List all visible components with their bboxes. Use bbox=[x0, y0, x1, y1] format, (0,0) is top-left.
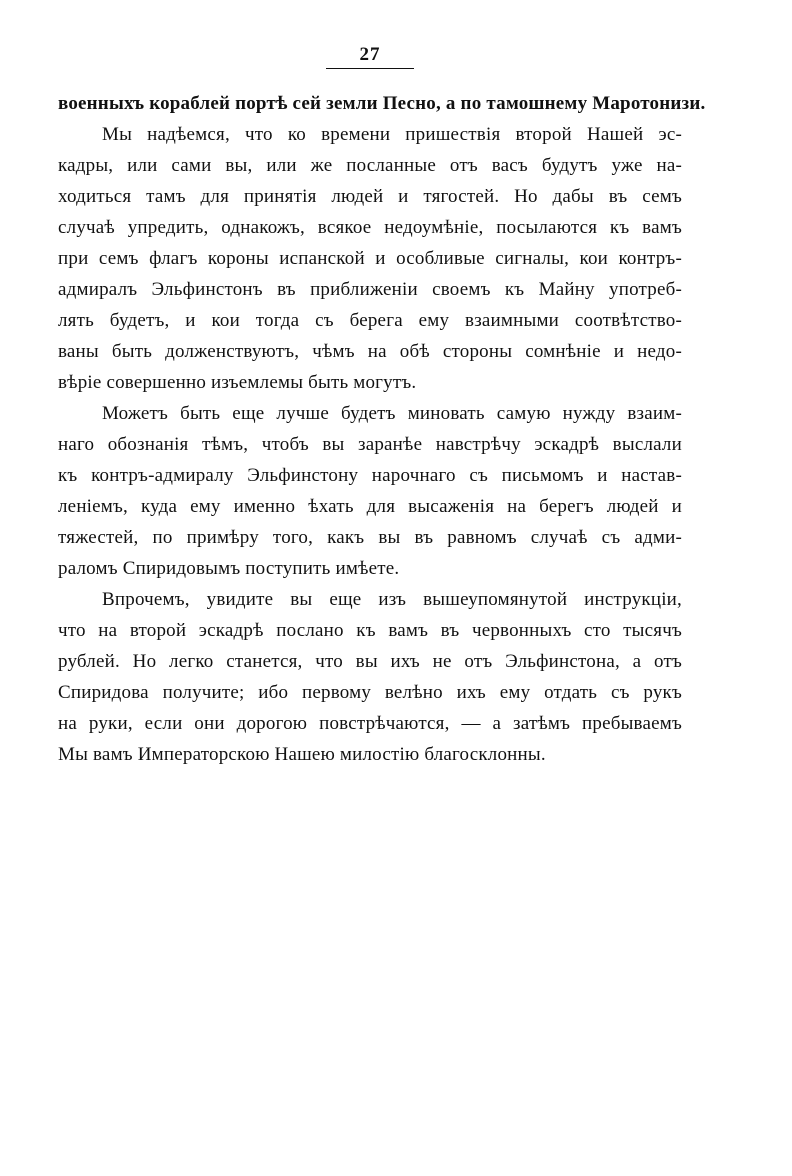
text-line: адмиралъ Эльфинстонъ въ приближеніи своемъ къ Майну употреб- bbox=[58, 279, 682, 300]
text-line: случаѣ упредить, однакожъ, всякое недоумѣніе, посылаются къ вамъ bbox=[58, 217, 682, 238]
text-line: на руки, если они дорогою повстрѣчаются, — а затѣмъ пребываемъ bbox=[58, 713, 682, 734]
text-line: Мы надѣемся, что ко времени пришествія второй Нашей эс- bbox=[102, 124, 682, 145]
text-line: рублей. Но легко станется, что вы ихъ не отъ Эльфинстона, а отъ bbox=[58, 651, 682, 672]
text-line: Впрочемъ, увидите вы еще изъ вышеупомянутой инструкціи, bbox=[102, 589, 682, 610]
text-line: Можетъ быть еще лучше будетъ миновать самую нужду взаим- bbox=[102, 403, 682, 424]
text-line: военныхъ кораблей портѣ сей земли Песно, а по тамошнему Маротонизи. bbox=[58, 93, 706, 114]
text-line: ходиться тамъ для принятія людей и тягостей. Но дабы въ семъ bbox=[58, 186, 682, 207]
text-line: при семъ флагъ короны испанской и особливые сигналы, кои контръ- bbox=[58, 248, 682, 269]
text-line: леніемъ, куда ему именно ѣхать для высаженія на берегъ людей и bbox=[58, 496, 682, 517]
text-line: Спиридова получите; ибо первому велѣно ихъ ему отдать съ рукъ bbox=[58, 682, 682, 703]
text-line: наго обознанія тѣмъ, чтобъ вы заранѣе навстрѣчу эскадрѣ выслали bbox=[58, 434, 682, 455]
text-line: ваны быть долженствуютъ, чѣмъ на обѣ стороны сомнѣніе и недо- bbox=[58, 341, 682, 362]
page-number-rule bbox=[326, 68, 414, 69]
text-line: тяжестей, по примѣру того, какъ вы въ равномъ случаѣ съ адми- bbox=[58, 527, 682, 548]
text-line: раломъ Спиридовымъ поступить имѣете. bbox=[58, 558, 400, 579]
text-line: кадры, или сами вы, или же посланные отъ васъ будутъ уже на- bbox=[58, 155, 682, 176]
text-line: что на второй эскадрѣ послано къ вамъ въ червонныхъ сто тысячъ bbox=[58, 620, 682, 641]
text-line: лять будетъ, и кои тогда съ берега ему взаимными соотвѣтство- bbox=[58, 310, 682, 331]
text-line: къ контръ-адмиралу Эльфинстону нарочнаго съ письмомъ и настав- bbox=[58, 465, 682, 486]
page-number: 27 bbox=[359, 44, 381, 65]
text-line: Мы вамъ Императорскою Нашею милостію благосклонны. bbox=[58, 744, 546, 765]
text-line: вѣріе совершенно изъемлемы быть могутъ. bbox=[58, 372, 417, 393]
